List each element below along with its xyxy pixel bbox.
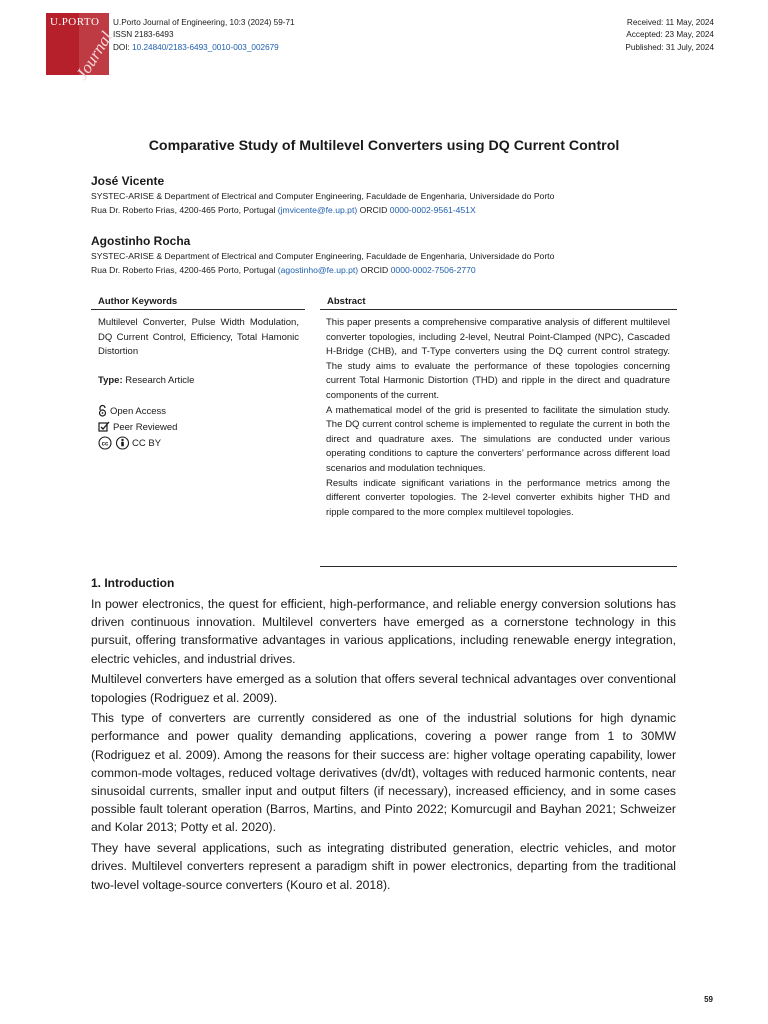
keywords-top-rule [91, 309, 305, 310]
keywords-list: Multilevel Converter, Pulse Width Modulation, DQ Current Control, Efficiency, Total Hamonic Distortion [98, 317, 299, 358]
body-paragraph: In power electronics, the quest for efficient, high-performance, and reliable energy conversion solutions has driven continuous innovation. Multilevel converters have emerged as a cornerstone technology in this pursuit, offering transformative advantages in various applications, including renewable energy integration, electric vehicles, and industrial drives. [91, 597, 676, 666]
author-email-link[interactable]: (agostinho@fe.up.pt) [277, 264, 359, 275]
by-icon [116, 436, 129, 450]
badge-label: CC BY [132, 437, 162, 449]
orcid-label: ORCID [360, 264, 389, 275]
affiliation-line: SYSTEC-ARISE & Department of Electrical and Computer Engineering, Faculdade de Engenharia, Universidade do Porto [91, 191, 555, 201]
abstract-heading: Abstract [327, 296, 366, 307]
abstract-paragraph: Results indicate significant variations in the performance metrics among the different converter topologies. The 2-level converter exhibits higher THD and ripple compared to the more complex multilevel topologies. [326, 477, 670, 518]
logo-main-text: Journal [72, 28, 117, 84]
author-name: Agostinho Rocha [91, 234, 191, 248]
type-label: Type: [98, 375, 123, 386]
author-address: Rua Dr. Roberto Frias, 4200-465 Porto, Portugal [91, 204, 276, 215]
open-access-icon [98, 405, 107, 417]
orcid-label: ORCID [359, 204, 388, 215]
logo-top-text: U.PORTO [50, 16, 100, 28]
type-value: Research Article [125, 375, 195, 386]
badge-label: Open Access [110, 405, 166, 417]
abstract-paragraph: This paper presents a comprehensive comparative analysis of different multilevel converter topologies, including 2-level, Neutral Point-Clamped (NPC), Cascaded H-Bridge (CHB), and T-Type converters using the DQ current control strategy. The study aims to evaluate the performance of these topologies concerning current Total Harmonic Distortion (THD) and ripple in the direct and quadrature components of the current. [326, 317, 670, 401]
paper-title: Comparative Study of Multilevel Converters using DQ Current Control [148, 138, 620, 154]
journal-issn: ISSN 2183-6493 [113, 30, 174, 40]
body-paragraph: Multilevel converters have emerged as a solution that offers several technical advantages over conventional topologies (Rodriguez et al. 2009). [91, 672, 676, 705]
author-block [91, 233, 691, 277]
affiliation-line: SYSTEC-ARISE & Department of Electrical and Computer Engineering, Faculdade de Engenharia, Universidade do Porto [91, 251, 555, 261]
page-number: 59 [704, 995, 713, 1004]
badge-cc-by [98, 435, 177, 451]
doi-label: DOI: [113, 42, 130, 52]
introduction-body [91, 595, 676, 896]
author-affiliation [91, 190, 691, 217]
address-line [91, 264, 691, 278]
journal-logo [46, 13, 117, 84]
body-paragraph: They have several applications, such as integrating distributed generation, electric vehicles, and motor drives. Multilevel converters represent a paradigm shift in power electronics, departing from the traditional two-level voltage-source converters (Kouro et al. 2018). [91, 841, 676, 892]
orcid-link[interactable]: 0000-0002-7506-2770 [390, 264, 476, 275]
peer-reviewed-icon [98, 421, 110, 433]
article-type [98, 374, 194, 388]
author-block [91, 173, 691, 217]
abstract-body [326, 316, 670, 520]
journal-doi [113, 42, 295, 54]
badge-open-access [98, 403, 177, 419]
published-date: Published: 31 July, 2024 [625, 42, 714, 52]
abstract-top-rule [320, 309, 677, 310]
abstract-bottom-rule [320, 566, 677, 567]
body-paragraph: This type of converters are currently considered as one of the industrial solutions for high dynamic performance and power quality demanding applications, covering a power range from 1 to 30MW (Rodriguez et al. 2009). Among the reasons for their success are: higher voltage operating capability, lower common-mode voltages, reduced voltage derivatives (dv/dt), voltages with reduced harmonic contents, near sinusoidal currents, smaller input and output filters (if necessary), increased efficiency, and in some cases possible fault tolerant operation (Barros, Martins, and Pinto 2022; Komurcugil and Bayhan 2021; Schweizer and Kolar 2013; Potty et al. 2020). [91, 711, 676, 835]
badge-peer-reviewed [98, 419, 177, 435]
author-address: Rua Dr. Roberto Frias, 4200-465 Porto, Portugal [91, 264, 276, 275]
received-date: Received: 11 May, 2024 [626, 18, 714, 27]
orcid-link[interactable]: 0000-0002-9561-451X [389, 204, 476, 215]
abstract-paragraph: A mathematical model of the grid is presented to facilitate the simulation study. The DQ current control scheme is implemented to regulate the current in both the direct and quadrature axes. The simulations are conducted under various operating conditions to capture the converters’ performance across different load scenarios and modulation techniques. [326, 404, 670, 474]
access-badges [98, 403, 177, 451]
svg-text:cc: cc [101, 441, 109, 448]
journal-info [113, 17, 295, 54]
author-affiliation [91, 250, 691, 277]
author-email-link[interactable]: (jmvicente@fe.up.pt) [277, 204, 358, 215]
journal-citation: U.Porto Journal of Engineering, 10:3 (2024) 59-71 [113, 18, 295, 27]
author-name: José Vicente [91, 174, 165, 188]
doi-link[interactable]: 10.24840/2183-6493_0010-003_002679 [132, 42, 279, 52]
cc-icon [98, 436, 113, 450]
address-line [91, 204, 691, 218]
accepted-date: Accepted: 23 May, 2024 [626, 30, 714, 40]
publication-dates [625, 17, 714, 54]
keywords-heading: Author Keywords [98, 296, 178, 307]
badge-label: Peer Reviewed [113, 421, 178, 433]
section-heading: 1. Introduction [91, 576, 175, 590]
